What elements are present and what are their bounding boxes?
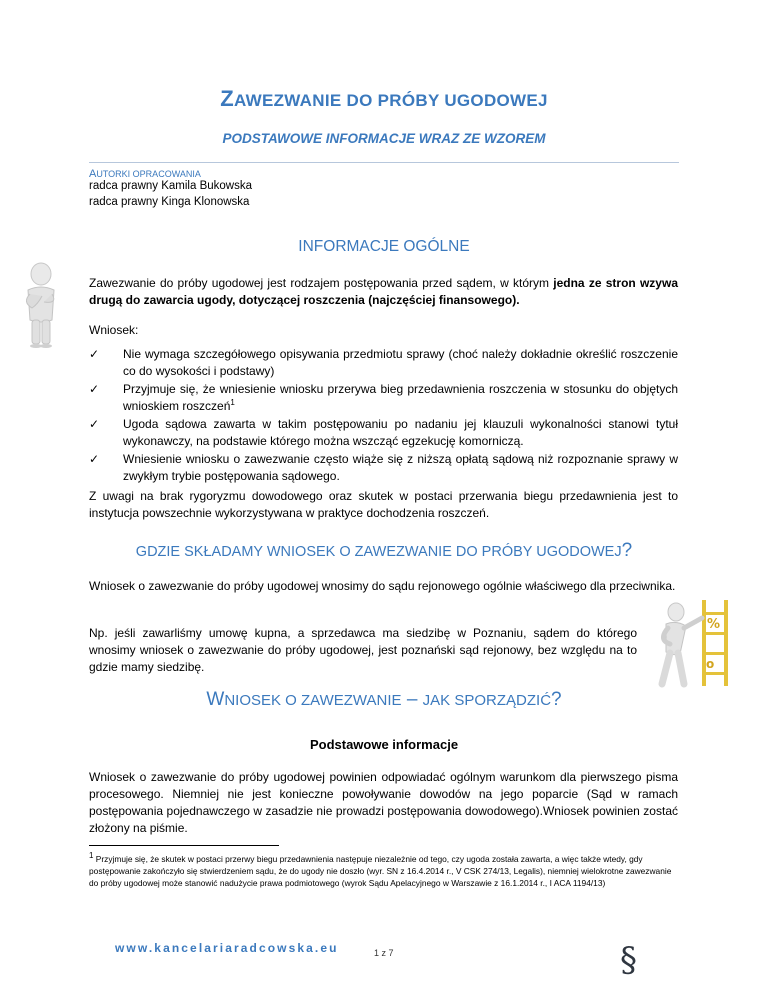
author-1: radca prawny Kamila Bukowska <box>89 180 252 192</box>
check-icon: ✓ <box>89 452 100 466</box>
section-heading-where-text: GDZIE SKŁADAMY WNIOSEK O ZAWEZWANIE DO PRÓBY UGODOWEJ <box>135 544 622 560</box>
svg-text:o: o <box>706 657 715 671</box>
wniosek-check-list <box>89 346 678 486</box>
title-divider <box>89 162 679 163</box>
list-item <box>89 451 678 485</box>
check-icon: ✓ <box>89 417 100 431</box>
authors-label <box>89 168 201 180</box>
section-heading-how-initial: W <box>206 689 225 710</box>
footnote-divider <box>89 845 279 846</box>
check-icon: ✓ <box>89 382 100 396</box>
footnote <box>89 853 678 889</box>
section-sign-logo-icon: § <box>620 940 637 980</box>
authors-label-initial: A <box>89 168 97 180</box>
footnote-reference[interactable]: 1 <box>230 398 235 407</box>
section-heading-general <box>0 238 768 256</box>
section-heading-where-question: ? <box>621 540 633 561</box>
list-item-text: Przyjmuje się, że wniesienie wniosku przerywa bieg przedawnienia roszczenia w stosunku do objętych wnioskiem roszczeń <box>123 382 678 413</box>
svg-text:%: % <box>707 617 721 632</box>
paragraph-intro-text: Zawezwanie do próby ugodowej jest rodzajem postępowania przed sądem, w którym <box>89 276 554 290</box>
thinking-figure-illustration <box>18 262 64 348</box>
figure-with-ladder-illustration <box>640 598 740 690</box>
author-2: radca prawny Kinga Klonowska <box>89 196 250 208</box>
title-initial: Z <box>220 86 234 111</box>
authors-label-rest: UTORKI OPRACOWANIA <box>96 169 201 179</box>
section-heading-how-question: ? <box>551 689 562 710</box>
paragraph-where-1: Wniosek o zawezwanie do próby ugodowej wnosimy do sądu rejonowego ogólnie właściwego dla przeciwnika. <box>89 579 676 593</box>
page-number: 1 z 7 <box>374 948 394 958</box>
list-item <box>89 346 678 380</box>
footnote-number: 1 <box>89 851 94 861</box>
document-subtitle: PODSTAWOWE INFORMACJE WRAZ ZE WZOREM <box>222 131 546 146</box>
list-item-text: Wniesienie wniosku o zawezwanie często wiąże się z niższą opłatą sądową niż rozpoznanie sprawy w zwykłym trybie postępowania sądowego. <box>123 452 678 483</box>
document-title <box>0 86 768 112</box>
paragraph-where-2: Np. jeśli zawarliśmy umowę kupna, a sprzedawca ma siedzibę w Poznaniu, sądem do którego wnosimy wniosek o zawezwanie do próby ugodowej, jest poznański sąd rejonowy, bez względu na to gdzie mamy siedzibę. <box>89 626 637 674</box>
section-heading-how <box>0 689 768 711</box>
section-heading-where <box>0 540 768 562</box>
section-heading-general-text: INFORMACJE OGÓLNE <box>298 238 470 255</box>
list-item <box>89 416 678 450</box>
paragraph-intro <box>89 275 678 309</box>
section-heading-how-tail: JAK SPORZĄDZIĆ <box>422 692 552 709</box>
footnote-text: Przyjmuje się, że skutek w postaci przerwy biegu przedawnienia następuje niezależnie od tego, czy ugoda została zawarta, a więc także wtedy, gdy postępowanie zakończyło się stwierdzeniem sądu, że do ugody nie doszło (wyr. SN z 16.4.2014 r., V CSK 274/13, Legalis), niemniej wielokrotne zawezwanie do próby ugodowej może stanowić nadużycie prawa podmiotowego (wyrok Sądu Apelacyjnego w Warszawie z 16.1.2014 r., I ACA 1194/13) <box>89 854 672 888</box>
check-icon: ✓ <box>89 347 100 361</box>
list-item-text: Nie wymaga szczegółowego opisywania przedmiotu sprawy (choć należy dokładnie określić roszczenie co do wysokości i podstawy) <box>123 347 678 378</box>
title-rest: AWEZWANIE DO PRÓBY UGODOWEJ <box>233 91 548 110</box>
paragraph-intro-bold: jedna ze stron wzywa drugą do zawarcia ugody, dotyczącej roszczenia (najczęściej finansowego). <box>89 276 678 307</box>
subheading-basic-info: Podstawowe informacje <box>309 737 459 752</box>
wniosek-label: Wniosek: <box>89 323 139 337</box>
list-item-text: Ugoda sądowa zawarta w takim postępowaniu po nadaniu jej klauzuli wykonalności stanowi tytuł wykonawczy, na podstawie którego można wszcząć egzekucję komorniczą. <box>123 417 678 448</box>
paragraph-summary: Z uwagi na brak rygoryzmu dowodowego oraz skutek w postaci przerwania biegu przedawnienia jest to instytucja powszechnie wykorzystywana w praktyce dochodzenia roszczeń. <box>89 489 678 520</box>
paragraph-how: Wniosek o zawezwanie do próby ugodowej powinien odpowiadać ogólnym warunkom dla pierwszego pisma procesowego. Niemniej nie jest konieczne powoływanie dowodów na jego poparcie (Sąd w ramach postępowania pojednawczego w zasadzie nie prowadzi postępowania dowodowego).Wniosek powinien zostać złożony na piśmie. <box>89 770 678 835</box>
footer-website-link[interactable]: www.kancelariaradcowska.eu <box>115 941 339 955</box>
section-heading-how-dash: – <box>401 689 423 710</box>
section-heading-how-rest: NIOSEK O ZAWEZWANIE <box>224 692 402 709</box>
list-item <box>89 381 678 415</box>
